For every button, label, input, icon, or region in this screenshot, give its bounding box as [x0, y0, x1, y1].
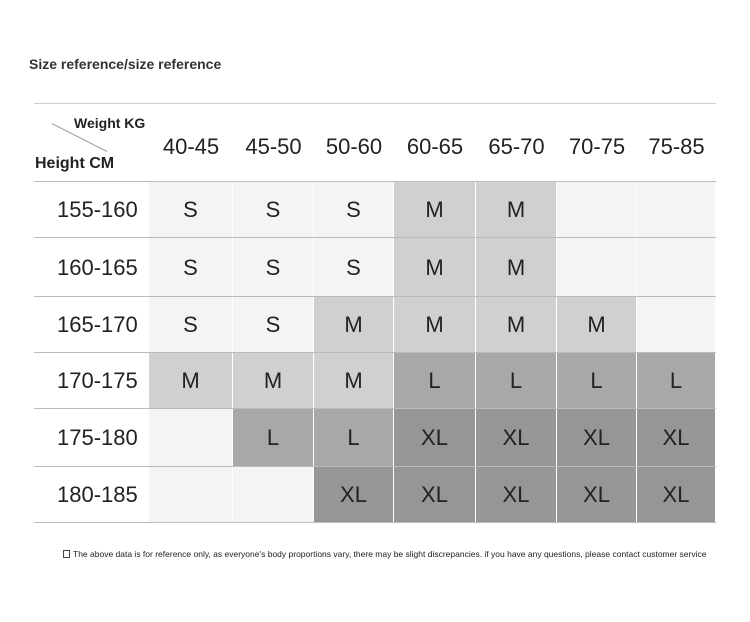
table-rule [34, 466, 716, 467]
disclaimer-text: The above data is for reference only, as everyone's body proportions vary, there may be slight discrepancies. if you have any questions, please contact customer service [73, 549, 707, 559]
size-cell: XL [394, 409, 476, 467]
size-cell [557, 182, 637, 238]
size-cell: M [394, 238, 476, 297]
size-cell: S [233, 238, 314, 297]
size-cell: M [476, 238, 557, 297]
weight-header: 75-85 [637, 103, 716, 182]
height-row-label: 175-180 [57, 425, 138, 450]
size-cell: S [149, 182, 233, 238]
size-cell: M [314, 353, 394, 409]
table-rule [34, 296, 716, 297]
size-cell: S [149, 238, 233, 297]
size-cell: M [476, 297, 557, 353]
size-cell [233, 467, 314, 523]
size-cell: XL [557, 467, 637, 523]
size-cell: M [394, 182, 476, 238]
note-box-icon [63, 550, 70, 558]
weight-axis-label: Weight KG [74, 115, 146, 131]
chart-title: Size reference/size reference [29, 56, 222, 72]
size-cell: XL [394, 467, 476, 523]
size-cell: L [233, 409, 314, 467]
size-cell: M [476, 182, 557, 238]
size-cell [637, 238, 716, 297]
size-cell: L [314, 409, 394, 467]
table-rule [34, 408, 716, 409]
weight-header: 65-70 [476, 103, 557, 182]
size-cell: M [149, 353, 233, 409]
size-cell: L [394, 353, 476, 409]
table-rule [34, 352, 716, 353]
size-cell: XL [314, 467, 394, 523]
size-cell: XL [637, 409, 716, 467]
size-cell: XL [557, 409, 637, 467]
table-rule [34, 237, 716, 238]
weight-header: 45-50 [233, 103, 314, 182]
size-cell [637, 182, 716, 238]
size-cell: M [233, 353, 314, 409]
height-row-label: 170-175 [57, 368, 138, 393]
height-row-label: 165-170 [57, 312, 138, 337]
size-cell: S [149, 297, 233, 353]
size-cell: S [233, 297, 314, 353]
size-cell: L [476, 353, 557, 409]
size-cell: S [314, 238, 394, 297]
height-row-label: 155-160 [57, 197, 138, 222]
size-cell [637, 297, 716, 353]
size-cell: XL [637, 467, 716, 523]
size-cell [149, 409, 233, 467]
height-row-label: 160-165 [57, 254, 138, 280]
weight-header: 70-75 [557, 103, 637, 182]
weight-header: 50-60 [314, 103, 394, 182]
size-cell: M [557, 297, 637, 353]
size-cell: M [394, 297, 476, 353]
weight-header: 40-45 [149, 103, 233, 182]
size-cell: XL [476, 409, 557, 467]
table-rule [34, 103, 716, 104]
table-rule [34, 181, 716, 182]
size-cell: S [314, 182, 394, 238]
table-rule [34, 522, 716, 523]
size-cell [149, 467, 233, 523]
height-axis-label: Height CM [35, 155, 115, 172]
weight-header: 60-65 [394, 103, 476, 182]
size-cell [557, 238, 637, 297]
disclaimer-note [63, 549, 706, 559]
size-cell: L [637, 353, 716, 409]
height-row-label: 180-185 [57, 482, 138, 507]
size-cell: XL [476, 467, 557, 523]
size-cell: S [233, 182, 314, 238]
size-table [34, 103, 716, 523]
size-cell: M [314, 297, 394, 353]
size-cell: L [557, 353, 637, 409]
